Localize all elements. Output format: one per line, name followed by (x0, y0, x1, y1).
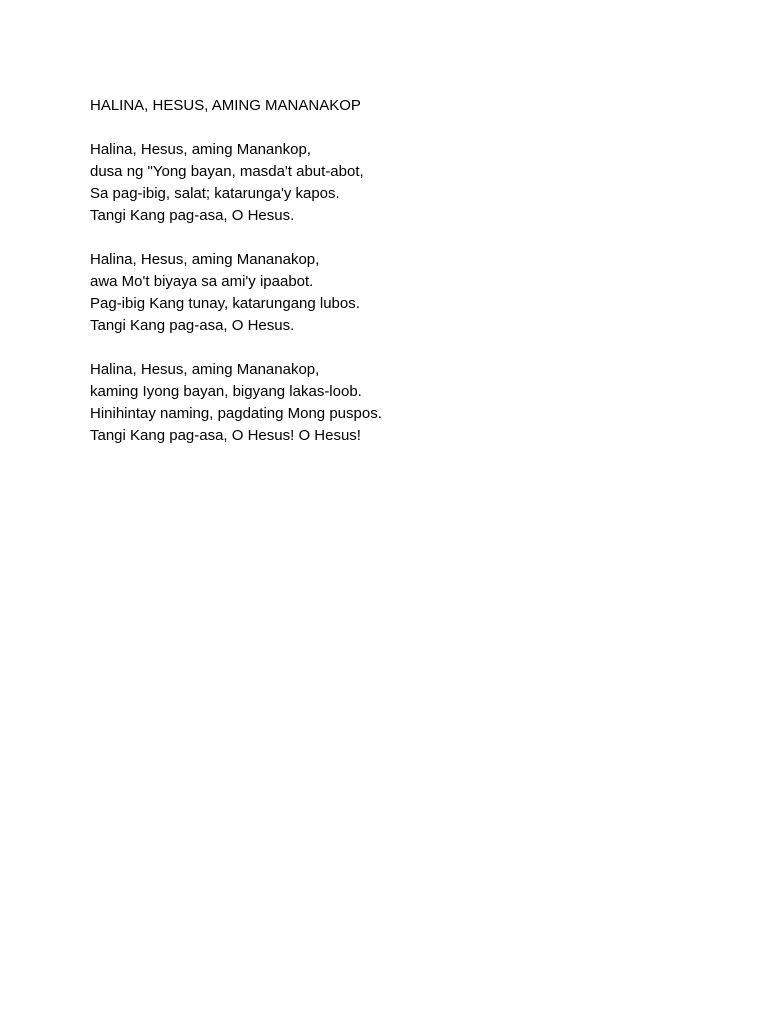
stanza-line: Halina, Hesus, aming Mananakop, (90, 251, 320, 268)
stanza-line: awa Mo't biyaya sa ami'y ipaabot. (90, 273, 314, 290)
document-title: HALINA, HESUS, AMING MANANAKOP (90, 97, 361, 114)
stanza-line: Halina, Hesus, aming Mananakop, (90, 361, 320, 378)
stanza-line: dusa ng "Yong bayan, masda't abut-abot, (90, 163, 364, 180)
stanza-line: Halina, Hesus, aming Manankop, (90, 141, 311, 158)
stanza-3 (90, 359, 690, 447)
stanza-line: Tangi Kang pag-asa, O Hesus. (90, 207, 295, 224)
stanza-line: Pag-ibig Kang tunay, katarungang lubos. (90, 295, 360, 312)
stanza-1 (90, 139, 690, 227)
stanza-line: kaming Iyong bayan, bigyang lakas-loob. (90, 383, 362, 400)
stanza-line: Sa pag-ibig, salat; katarunga'y kapos. (90, 185, 340, 202)
stanza-line: Tangi Kang pag-asa, O Hesus. (90, 317, 295, 334)
stanza-line: Tangi Kang pag-asa, O Hesus! O Hesus! (90, 427, 361, 444)
stanza-2 (90, 249, 690, 337)
stanza-line: Hinihintay naming, pagdating Mong puspos. (90, 405, 382, 422)
document-body (90, 95, 690, 447)
